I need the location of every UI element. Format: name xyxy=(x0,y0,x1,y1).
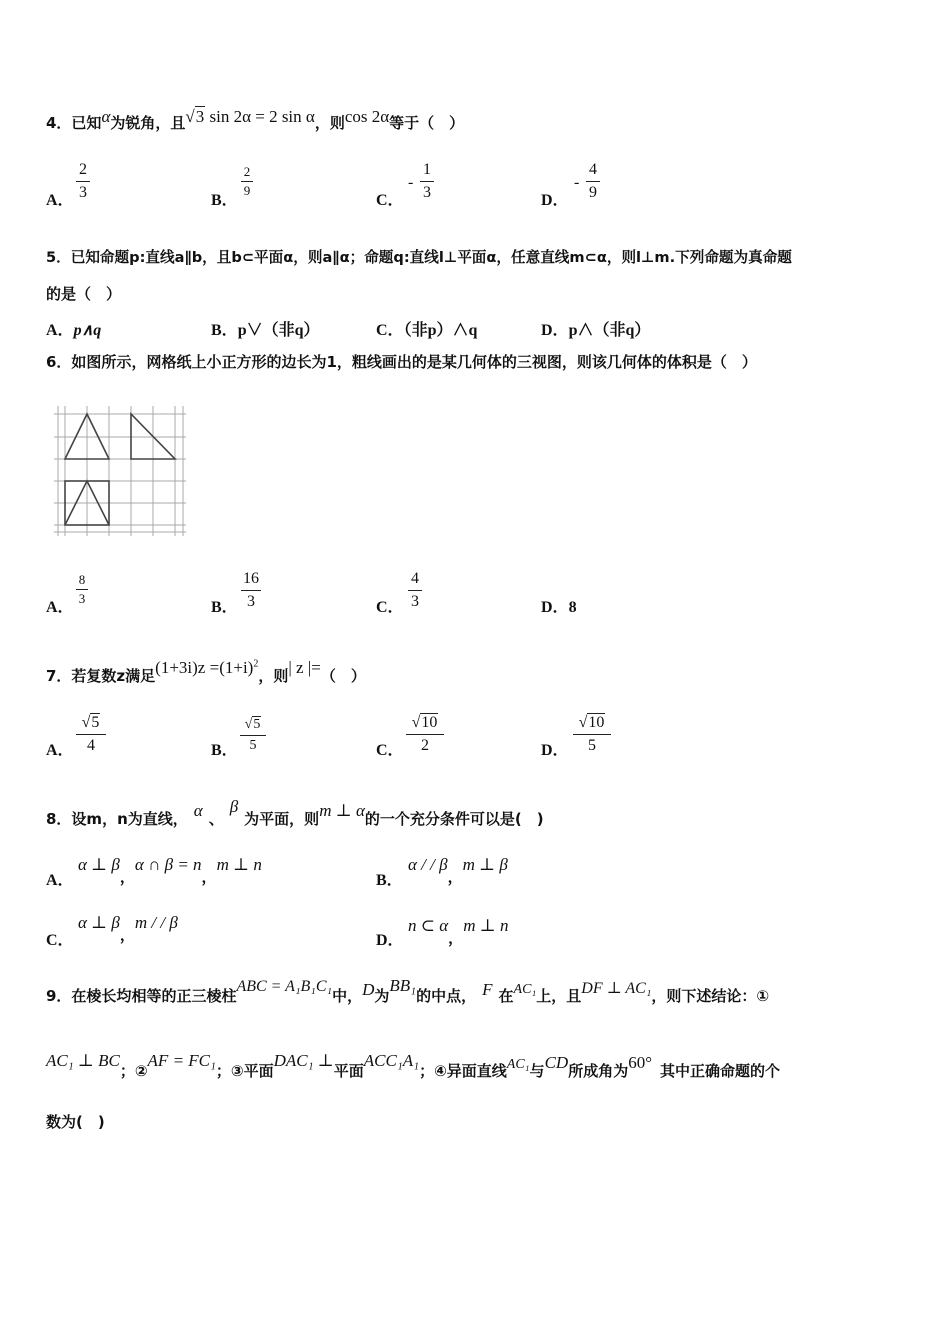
q7-option-c-label[interactable]: C． xyxy=(376,742,404,759)
q8-sep: 、 xyxy=(208,810,224,828)
q6-option-d[interactable]: D．8 xyxy=(541,599,577,616)
q8-mid: 为平面，则 xyxy=(244,810,320,828)
q4-option-c-label[interactable]: C． xyxy=(376,192,404,209)
q4-mid: 为锐角，且 xyxy=(110,114,186,132)
q8-beta: β xyxy=(229,797,239,816)
q8-option-c-label[interactable]: C． xyxy=(46,932,74,949)
q9-line1: 9．在棱长均相等的正三棱柱ABC = A₁B₁C₁中，D为BB₁的中点， F 在AC₁上，且DF ⊥ AC₁，则下述结论：① xyxy=(46,976,770,1005)
q5-stem-line1: 5．已知命题p:直线a∥b，且b⊂平面α，则a∥α；命题q:直线l⊥平面α，任意直线m⊂α，则l⊥m.下列命题为真命题 xyxy=(46,249,792,266)
q4-option-a-fraction: 2 3 xyxy=(76,160,90,203)
q5-stem-line2: 的是（ ） xyxy=(46,285,122,303)
q7-option-c-fraction: √10 2 xyxy=(406,713,444,756)
q4-option-d-sign: - xyxy=(574,174,580,191)
q9-line2: AC₁ ⊥ BC；②AF = FC₁；③平面DAC₁ ⊥平面ACC₁A₁；④异面直线AC₁与CD所成角为60° 其中正确命题的个 xyxy=(46,1051,781,1080)
q6-option-a-label[interactable]: A． xyxy=(46,599,74,616)
q4-equation: √3 sin 2α = 2 sin α xyxy=(185,107,315,126)
q4-option-d-fraction: 4 9 xyxy=(586,160,600,203)
q6-option-c-fraction: 4 3 xyxy=(408,569,422,612)
q8-option-d-label[interactable]: D． xyxy=(376,932,404,949)
q8-option-d-content: n ⊂ α，m ⊥ n xyxy=(408,916,509,947)
q7-suffix: （ ） xyxy=(320,667,366,685)
q4-option-b-fraction: 2 9 xyxy=(241,164,253,199)
q7-stem xyxy=(46,658,366,686)
q4-cos: cos 2α xyxy=(344,107,390,126)
q4-option-d-label[interactable]: D． xyxy=(541,192,569,209)
q4-then: ，则 xyxy=(314,114,345,132)
q7-abs-z: | z |= xyxy=(288,658,321,677)
q7-option-d-fraction: √10 5 xyxy=(573,713,611,756)
q7-option-b-label[interactable]: B． xyxy=(211,742,238,759)
thick-outlines xyxy=(65,414,175,525)
q8-prefix: 8．设m，n为直线， xyxy=(46,810,188,828)
q7-option-a-fraction: √5 4 xyxy=(76,713,106,756)
q6-option-b-label[interactable]: B． xyxy=(211,599,238,616)
q8-alpha: α xyxy=(193,801,203,820)
q7-then: ，则 xyxy=(258,667,289,685)
grid-lines xyxy=(54,406,186,536)
q6-option-c-label[interactable]: C． xyxy=(376,599,404,616)
q6-stem: 6．如图所示，网格纸上小正方形的边长为1，粗线画出的是某几何体的三视图，则该几何体的体积是（ ） xyxy=(46,353,757,371)
q5-option-d[interactable]: D．p∧（非q） xyxy=(541,322,651,339)
q8-option-b-label[interactable]: B． xyxy=(376,872,403,889)
q4-prefix: 4．已知 xyxy=(46,114,102,132)
q7-option-a-label[interactable]: A． xyxy=(46,742,74,759)
q4-stem xyxy=(46,107,465,133)
q8-option-a-label[interactable]: A． xyxy=(46,872,74,889)
q8-option-c-content: α ⊥ β，m / / β xyxy=(78,913,178,944)
q8-option-b-content: α / / β，m ⊥ β xyxy=(408,855,508,886)
q5-option-c[interactable]: C．（非p）∧q xyxy=(376,322,478,339)
q8-option-a-content: α ⊥ β，α ∩ β = n，m ⊥ n xyxy=(78,855,262,886)
q4-option-c-fraction: 1 3 xyxy=(420,160,434,203)
q4-option-a-label[interactable]: A． xyxy=(46,192,74,209)
q8-suffix: 的一个充分条件可以是( ) xyxy=(364,810,544,828)
q8-stem xyxy=(46,797,544,829)
q5-option-a[interactable]: A．p∧q xyxy=(46,322,102,339)
q7-option-d-label[interactable]: D． xyxy=(541,742,569,759)
q7-prefix: 7．若复数z满足 xyxy=(46,667,156,685)
q6-option-a-fraction: 8 3 xyxy=(76,572,88,607)
q9-line3: 数为( ) xyxy=(46,1113,105,1131)
q8-condition: m ⊥ α xyxy=(319,801,365,820)
q5-option-b[interactable]: B．p∨（非q） xyxy=(211,322,320,339)
q4-alpha: α xyxy=(101,107,111,126)
q4-option-b-label[interactable]: B． xyxy=(211,192,238,209)
q4-option-c-sign: - xyxy=(408,174,414,191)
q7-equation: $(1+3i)z =(1+i)^2$ xyxy=(155,658,259,677)
q7-option-b-fraction: √5 5 xyxy=(240,716,266,755)
three-view-diagram xyxy=(50,400,190,540)
q6-option-b-fraction: 16 3 xyxy=(243,570,259,610)
q9-prism: ABC = A₁B₁C₁ xyxy=(236,978,333,995)
q4-suffix: 等于（ ） xyxy=(389,114,465,132)
